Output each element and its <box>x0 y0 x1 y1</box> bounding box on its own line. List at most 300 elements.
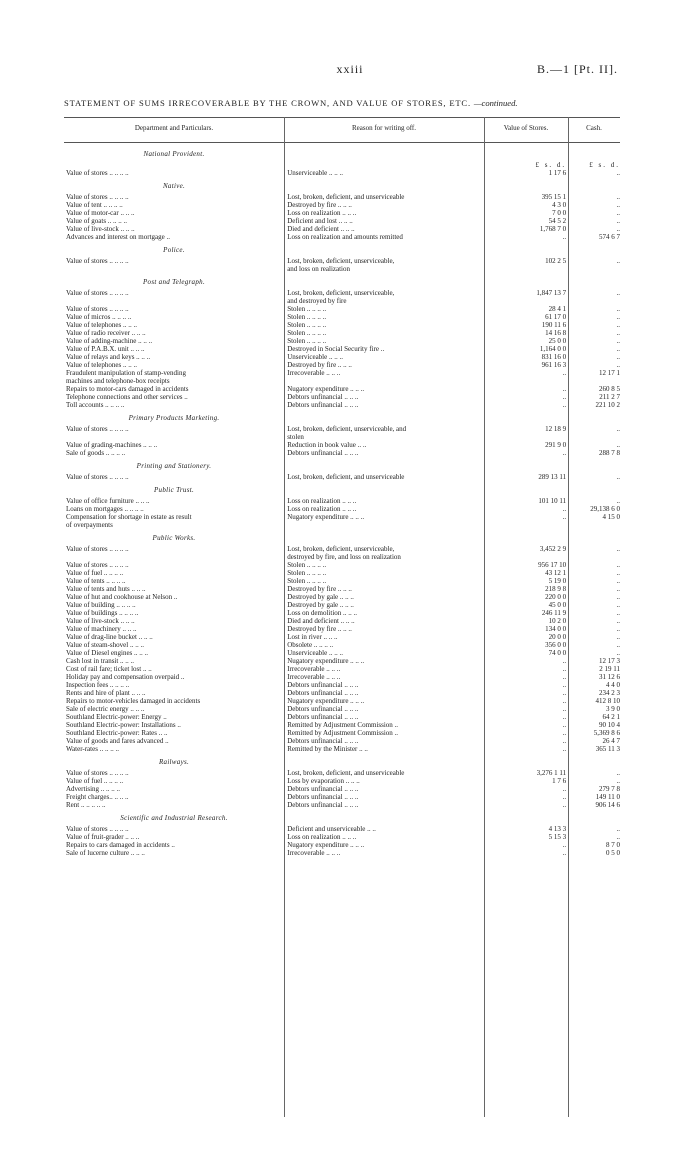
row-cash-value: .. <box>616 609 620 617</box>
row-reason: Loss on realization and amounts remitted <box>287 233 403 241</box>
row-particulars: Value of stores .. .. .. .. <box>66 305 129 313</box>
row-stores-value: .. <box>562 785 567 793</box>
row-stores-value: 10 2 0 <box>548 617 567 625</box>
table-row <box>64 617 620 625</box>
row-cash-value: 26 4 7 <box>602 737 620 745</box>
row-stores-value: .. <box>562 513 567 521</box>
row-particulars: Value of hut and cookhouse at Nelson .. <box>66 593 178 601</box>
row-cash-value: 234 2 3 <box>598 689 620 697</box>
section-title: Native. <box>162 182 186 190</box>
row-reason: and loss on realization <box>287 265 350 273</box>
row-reason: Nugatory expenditure .. .. .. <box>287 657 365 665</box>
row-particulars: Value of relays and keys .. .. .. <box>66 353 151 361</box>
row-particulars: Water-rates .. .. .. .. <box>66 745 119 753</box>
row-cash-value: 90 10 4 <box>598 721 620 729</box>
row-stores-value <box>482 377 570 385</box>
section-title: Public Trust. <box>153 486 195 494</box>
row-cash-value <box>570 433 620 441</box>
section-title: Railways. <box>158 758 190 766</box>
row-particulars: Value of stores .. .. .. .. <box>66 257 129 265</box>
row-stores-value: .. <box>562 793 567 801</box>
row-stores-value: .. <box>562 505 567 513</box>
row-stores-value: 4 3 0 <box>552 201 567 209</box>
row-stores-value: .. <box>562 745 567 753</box>
row-particulars: Value of telephones .. .. .. <box>66 321 137 329</box>
section <box>64 814 620 857</box>
row-cash-value: .. <box>616 321 620 329</box>
section-title: National Provident. <box>143 150 205 158</box>
row-particulars: Repairs to cars damaged in accidents .. <box>66 841 175 849</box>
row-particulars <box>64 433 283 441</box>
row-cash-value: .. <box>616 225 620 233</box>
section-title: Public Works. <box>152 534 196 542</box>
row-stores-value: .. <box>562 369 567 377</box>
row-stores-value: .. <box>562 697 567 705</box>
table-row <box>64 601 620 609</box>
row-cash-value <box>570 297 620 305</box>
row-cash-value: .. <box>616 569 620 577</box>
row-reason: Destroyed by gale .. .. .. <box>287 601 354 609</box>
table-row <box>64 233 620 241</box>
row-stores-value: 28 4 1 <box>548 305 567 313</box>
row-cash-value <box>570 265 620 273</box>
section <box>64 414 620 457</box>
table-row <box>64 161 620 169</box>
table-row <box>64 545 620 553</box>
table-row <box>64 201 620 209</box>
table-row <box>64 401 620 409</box>
row-stores-value: .. <box>562 689 567 697</box>
section <box>64 534 620 753</box>
row-particulars: of overpayments <box>66 521 113 529</box>
row-reason: Unserviceable .. .. .. <box>287 169 343 177</box>
row-particulars: Value of adding-machine .. .. .. <box>66 337 153 345</box>
row-reason: Loss on realization .. .. .. <box>287 505 357 513</box>
row-particulars: Rent .. .. .. .. .. <box>66 801 106 809</box>
row-reason: Obsolete .. .. .. .. <box>287 641 334 649</box>
row-particulars: Value of telephones .. .. .. <box>66 361 137 369</box>
row-reason: Unserviceable .. .. .. <box>287 649 343 657</box>
statement-title-suffix: —continued. <box>473 98 518 108</box>
row-reason: Loss by evaporation .. .. .. <box>287 777 360 785</box>
row-particulars: Value of fruit-grader .. .. .. <box>66 833 140 841</box>
row-particulars: Advertising .. .. .. .. <box>66 785 121 793</box>
row-reason: Stolen .. .. .. .. <box>287 305 327 313</box>
row-reason: Died and deficient .. .. .. <box>287 225 355 233</box>
table-row <box>64 497 620 505</box>
row-stores-value: 395 15 1 <box>541 193 567 201</box>
row-cash-value: 2 19 11 <box>599 665 620 673</box>
row-cash-value: .. <box>616 441 620 449</box>
row-particulars: Value of stores .. .. .. .. <box>66 825 129 833</box>
row-cash-value: .. <box>616 561 620 569</box>
row-stores-value: 3,452 2 9 <box>539 545 567 553</box>
section <box>64 182 620 241</box>
table-row <box>64 297 620 305</box>
table-row <box>64 769 620 777</box>
row-reason: Destroyed by fire .. .. .. <box>287 361 352 369</box>
row-stores-value: .. <box>562 681 567 689</box>
table-row <box>64 217 620 225</box>
row-stores-value: 14 16 8 <box>545 329 567 337</box>
row-reason: Stolen .. .. .. .. <box>287 561 327 569</box>
row-stores-value: 61 17 0 <box>545 313 567 321</box>
row-stores-value <box>482 521 570 529</box>
row-stores-value: 1,768 7 0 <box>539 225 567 233</box>
row-reason: destroyed by fire, and loss on realization <box>287 553 401 561</box>
table-row <box>64 593 620 601</box>
row-particulars: Value of tents .. .. .. .. <box>66 577 126 585</box>
section-title: Primary Products Marketing. <box>128 414 220 422</box>
row-stores-value: 356 0 0 <box>545 641 567 649</box>
row-particulars: Value of stores .. .. .. .. <box>66 193 129 201</box>
row-cash-value: .. <box>616 769 620 777</box>
row-stores-value: 961 16 3 <box>541 361 567 369</box>
row-particulars: Value of stores .. .. .. .. <box>66 561 129 569</box>
row-stores-value: .. <box>562 713 567 721</box>
row-particulars: Value of live-stock .. .. .. <box>66 617 135 625</box>
row-stores-value: 831 16 0 <box>541 353 567 361</box>
row-cash-value: .. <box>616 473 620 481</box>
row-reason: Deficient and lost .. .. .. <box>287 217 353 225</box>
table-row <box>64 321 620 329</box>
row-stores-value: .. <box>562 657 567 665</box>
row-stores-value: 5 19 0 <box>548 577 567 585</box>
row-stores-value: 218 9 8 <box>545 585 567 593</box>
row-cash-value: 64 2 1 <box>602 713 620 721</box>
row-particulars: Inspection fees .. .. .. .. <box>66 681 130 689</box>
row-particulars: Value of goods and fares advanced .. <box>66 737 169 745</box>
row-particulars: Fraudulent manipulation of stamp-vending <box>66 369 186 377</box>
row-reason: Debtors unfinancial .. .. .. <box>287 401 359 409</box>
row-reason: Debtors unfinancial .. .. .. <box>287 785 359 793</box>
row-stores-value: .. <box>562 401 567 409</box>
row-cash-value: .. <box>616 625 620 633</box>
row-stores-value: 220 0 0 <box>545 593 567 601</box>
section <box>64 246 620 273</box>
row-reason: Lost, broken, deficient, unserviceable, <box>287 289 395 297</box>
row-stores-value: .. <box>562 665 567 673</box>
row-particulars: Advances and interest on mortgage .. <box>66 233 170 241</box>
header-cash: Cash. <box>586 124 602 132</box>
row-reason <box>283 377 482 385</box>
table-row <box>64 209 620 217</box>
row-particulars: Compensation for shortage in estate as result <box>66 513 192 521</box>
row-particulars: Value of micros .. .. .. .. <box>66 313 132 321</box>
row-cash-value: .. <box>616 337 620 345</box>
row-cash-value: .. <box>616 313 620 321</box>
row-particulars <box>64 297 283 305</box>
row-cash-value: £ s. d. <box>589 161 620 169</box>
row-reason: Lost, broken, deficient, unserviceable, <box>287 545 395 553</box>
row-particulars: Value of stores .. .. .. .. <box>66 545 129 553</box>
row-stores-value: 289 13 11 <box>538 473 567 481</box>
row-cash-value: 149 11 0 <box>595 793 620 801</box>
table-row <box>64 513 620 521</box>
header-reason: Reason for writing off. <box>351 124 417 132</box>
table-row <box>64 433 620 441</box>
table-row <box>64 665 620 673</box>
row-cash-value: .. <box>616 257 620 265</box>
table-row <box>64 289 620 297</box>
table-row <box>64 441 620 449</box>
section-title: Scientific and Industrial Research. <box>120 814 228 822</box>
row-reason: Irrecoverable .. .. .. <box>287 673 341 681</box>
row-particulars: Rents and hire of plant .. .. .. <box>66 689 146 697</box>
row-particulars: Value of stores .. .. .. .. <box>66 425 129 433</box>
row-reason: Lost, broken, deficient, unserviceable, <box>287 257 395 265</box>
table-row <box>64 625 620 633</box>
table-row <box>64 673 620 681</box>
row-stores-value: 134 0 0 <box>545 625 567 633</box>
row-particulars <box>64 553 283 561</box>
row-reason: Loss on realization .. .. .. <box>287 209 357 217</box>
row-reason: Irrecoverable .. .. .. <box>287 849 341 857</box>
row-reason: Nugatory expenditure .. .. .. <box>287 697 365 705</box>
section <box>64 150 620 177</box>
row-cash-value: 412 8 10 <box>595 697 620 705</box>
row-stores-value: 102 2 5 <box>545 257 567 265</box>
table-row <box>64 641 620 649</box>
row-reason: Irrecoverable .. .. .. <box>287 369 341 377</box>
row-cash-value: .. <box>616 193 620 201</box>
row-reason: Loss on demolition .. .. .. <box>287 609 358 617</box>
row-particulars: Repairs to motor-vehicles damaged in accidents <box>66 697 201 705</box>
row-cash-value: 8 7 0 <box>605 841 620 849</box>
row-stores-value: .. <box>562 801 567 809</box>
row-particulars <box>64 265 283 273</box>
page-number: xxiii <box>336 62 364 76</box>
row-cash-value: .. <box>616 289 620 297</box>
row-stores-value: .. <box>562 705 567 713</box>
row-cash-value: 12 17 1 <box>598 369 620 377</box>
row-reason: Deficient and unserviceable .. .. <box>287 825 376 833</box>
row-particulars: Southland Electric-power: Rates .. .. <box>66 729 168 737</box>
row-particulars: Value of live-stock .. .. .. <box>66 225 135 233</box>
row-reason: Died and deficient .. .. .. <box>287 617 355 625</box>
table-row <box>64 425 620 433</box>
row-stores-value <box>482 433 570 441</box>
row-stores-value: 74 0 0 <box>548 649 567 657</box>
row-reason: Debtors unfinancial .. .. .. <box>287 737 359 745</box>
row-particulars: Value of grading-machines .. .. .. <box>66 441 158 449</box>
page-reference: B.—1 [Pt. II]. <box>537 62 618 76</box>
row-reason: Remitted by the Minister .. .. <box>287 745 368 753</box>
row-particulars: Value of stores .. .. .. .. <box>66 769 129 777</box>
table-row <box>64 561 620 569</box>
table-row <box>64 841 620 849</box>
row-stores-value: 3,276 1 11 <box>536 769 567 777</box>
row-reason: Stolen .. .. .. .. <box>287 569 327 577</box>
table-row <box>64 377 620 385</box>
row-reason: Destroyed in Social Security fire .. <box>287 345 385 353</box>
row-cash-value: 365 11 3 <box>595 745 620 753</box>
row-particulars: Value of buildings .. .. .. .. <box>66 609 139 617</box>
table-row <box>64 569 620 577</box>
row-cash-value: 4 15 0 <box>602 513 620 521</box>
row-particulars: Value of stores .. .. .. .. <box>66 473 129 481</box>
row-reason: Nugatory expenditure .. .. .. <box>287 513 365 521</box>
row-stores-value: £ s. d. <box>535 161 567 169</box>
row-reason <box>283 161 482 169</box>
row-cash-value: .. <box>616 585 620 593</box>
row-cash-value: .. <box>616 617 620 625</box>
row-cash-value: 31 12 6 <box>598 673 620 681</box>
row-stores-value: 101 10 11 <box>538 497 567 505</box>
row-cash-value: 221 10 2 <box>595 401 620 409</box>
section <box>64 278 620 409</box>
header-department: Department and Particulars. <box>134 124 214 132</box>
row-particulars: Sale of electric energy .. .. .. <box>66 705 145 713</box>
row-cash-value: .. <box>616 353 620 361</box>
row-stores-value: .. <box>562 233 567 241</box>
row-cash-value: .. <box>616 497 620 505</box>
table-row <box>64 313 620 321</box>
table-row <box>64 193 620 201</box>
table-row <box>64 649 620 657</box>
row-cash-value: .. <box>616 649 620 657</box>
row-cash-value: .. <box>616 329 620 337</box>
table-row <box>64 169 620 177</box>
row-particulars: Value of steam-shovel .. .. .. <box>66 641 144 649</box>
table-row <box>64 393 620 401</box>
table-row <box>64 305 620 313</box>
row-cash-value: .. <box>616 345 620 353</box>
row-cash-value: .. <box>616 593 620 601</box>
table-row <box>64 337 620 345</box>
row-cash-value: .. <box>616 305 620 313</box>
table-row <box>64 553 620 561</box>
row-stores-value: 43 12 1 <box>545 569 567 577</box>
table-row <box>64 257 620 265</box>
row-particulars: Telephone connections and other services .. <box>66 393 188 401</box>
row-particulars: Cash lost in transit .. .. .. <box>66 657 135 665</box>
table-row <box>64 609 620 617</box>
row-stores-value: 7 0 0 <box>552 209 567 217</box>
row-cash-value: 279 7 8 <box>598 785 620 793</box>
row-stores-value: .. <box>562 729 567 737</box>
row-reason: Lost, broken, deficient, unserviceable, and <box>287 425 407 433</box>
table-row <box>64 705 620 713</box>
row-stores-value: .. <box>562 449 567 457</box>
row-reason: Debtors unfinancial .. .. .. <box>287 705 359 713</box>
row-cash-value: .. <box>616 425 620 433</box>
row-reason: Lost, broken, deficient, and unserviceable <box>287 193 405 201</box>
table-body <box>64 150 620 862</box>
table-row <box>64 681 620 689</box>
table-row <box>64 793 620 801</box>
row-stores-value: 1,847 13 7 <box>536 289 567 297</box>
statement-title-main: STATEMENT OF SUMS IRRECOVERABLE BY THE CROWN, AND VALUE OF STORES, ETC. <box>64 98 471 108</box>
row-cash-value <box>570 553 620 561</box>
table-row <box>64 265 620 273</box>
row-cash-value <box>570 521 620 529</box>
table-row <box>64 225 620 233</box>
table-row <box>64 577 620 585</box>
row-particulars: Holiday pay and compensation overpaid .. <box>66 673 185 681</box>
row-particulars: Value of motor-car .. .. .. <box>66 209 135 217</box>
table-row <box>64 801 620 809</box>
row-particulars <box>64 161 283 169</box>
row-particulars: Repairs to motor-cars damaged in accidents <box>66 385 189 393</box>
row-reason: Nugatory expenditure .. .. .. <box>287 385 365 393</box>
row-reason: Lost, broken, deficient, and unserviceable <box>287 473 405 481</box>
row-particulars: Value of Diesel engines .. .. .. <box>66 649 149 657</box>
row-cash-value: .. <box>616 201 620 209</box>
section <box>64 758 620 809</box>
table-row <box>64 729 620 737</box>
row-stores-value: 1 7 6 <box>552 777 567 785</box>
row-cash-value: .. <box>616 777 620 785</box>
table-row <box>64 361 620 369</box>
row-stores-value: 20 0 0 <box>548 633 567 641</box>
row-particulars: Value of fuel .. .. .. .. <box>66 569 124 577</box>
section-title: Post and Telegraph. <box>142 278 206 286</box>
table-row <box>64 713 620 721</box>
row-cash-value: .. <box>616 545 620 553</box>
table-row <box>64 449 620 457</box>
row-stores-value <box>482 265 570 273</box>
row-cash-value: .. <box>616 601 620 609</box>
row-cash-value: .. <box>616 633 620 641</box>
row-reason: Debtors unfinancial .. .. .. <box>287 801 359 809</box>
table-row <box>64 657 620 665</box>
row-particulars: Value of goats .. .. .. .. <box>66 217 128 225</box>
row-cash-value: .. <box>616 833 620 841</box>
row-particulars: Value of tent .. .. .. .. <box>66 201 123 209</box>
table-row <box>64 633 620 641</box>
table-row <box>64 689 620 697</box>
row-reason: Debtors unfinancial .. .. .. <box>287 793 359 801</box>
row-cash-value: 12 17 3 <box>598 657 620 665</box>
table-row <box>64 833 620 841</box>
row-particulars: Southland Electric-power: Installations .. <box>66 721 181 729</box>
row-particulars: machines and telephone-box receipts <box>66 377 170 385</box>
row-reason: Remitted by Adjustment Commission .. <box>287 729 399 737</box>
row-reason: Destroyed by fire .. .. .. <box>287 625 352 633</box>
row-reason: Remitted by Adjustment Commission .. <box>287 721 399 729</box>
row-stores-value <box>482 553 570 561</box>
row-cash-value: 906 14 6 <box>595 801 620 809</box>
row-cash-value: .. <box>616 641 620 649</box>
table-row <box>64 369 620 377</box>
row-stores-value <box>482 297 570 305</box>
row-stores-value: 5 15 3 <box>548 833 567 841</box>
row-stores-value: 190 11 6 <box>541 321 567 329</box>
row-stores-value: .. <box>562 841 567 849</box>
table-row <box>64 785 620 793</box>
row-cash-value: 288 7 8 <box>598 449 620 457</box>
row-reason: Destroyed by fire .. .. .. <box>287 585 352 593</box>
row-particulars: Value of P.A.B.X. unit .. .. .. <box>66 345 145 353</box>
row-reason: Debtors unfinancial .. .. .. <box>287 713 359 721</box>
table-row <box>64 329 620 337</box>
row-reason: Debtors unfinancial .. .. .. <box>287 681 359 689</box>
row-particulars: Value of radio receiver .. .. .. <box>66 329 146 337</box>
row-particulars: Value of machinery .. .. .. <box>66 625 137 633</box>
section <box>64 462 620 481</box>
row-stores-value: 291 9 0 <box>545 441 567 449</box>
row-reason: Debtors unfinancial .. .. .. <box>287 393 359 401</box>
table-row <box>64 825 620 833</box>
row-cash-value: 211 2 7 <box>599 393 620 401</box>
row-reason: Loss on realization .. .. .. <box>287 833 357 841</box>
row-stores-value: .. <box>562 673 567 681</box>
row-stores-value: .. <box>562 721 567 729</box>
row-stores-value: 246 11 9 <box>541 609 567 617</box>
row-reason: Irrecoverable .. .. .. <box>287 665 341 673</box>
row-particulars: Value of fuel .. .. .. .. <box>66 777 124 785</box>
